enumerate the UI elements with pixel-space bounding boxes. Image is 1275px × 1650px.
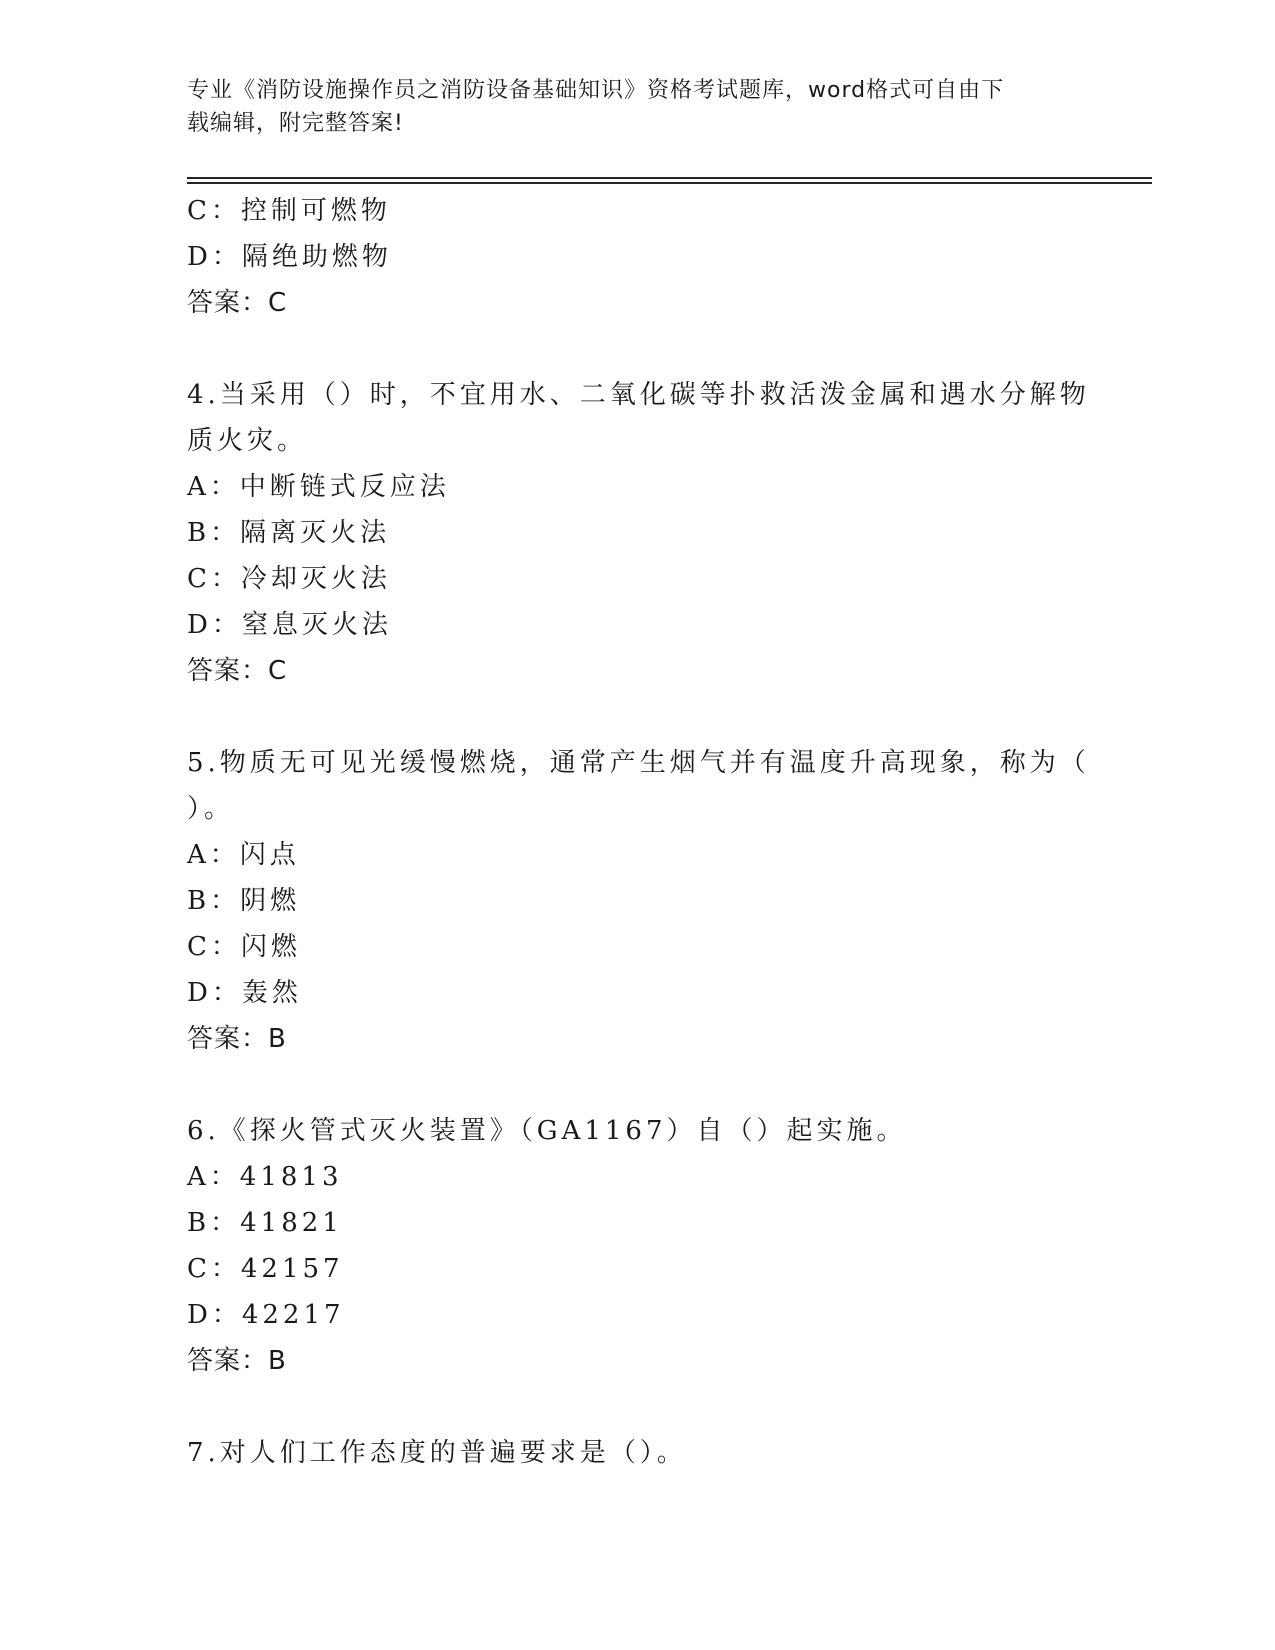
question-stem-continued: ）。	[187, 794, 235, 824]
question-list	[187, 188, 1090, 1476]
option-a: A：41813	[187, 1162, 343, 1192]
header-line-1: 专业《消防设施操作员之消防设备基础知识》资格考试题库，word格式可自由下	[187, 78, 1005, 103]
document-header	[187, 74, 1067, 140]
question-3-continued	[187, 188, 1067, 326]
answer: 答案：B	[187, 1346, 287, 1376]
question-stem: 4.当采用（）时，不宜用水、二氧化碳等扑救活泼金属和遇水分解物	[187, 380, 1090, 410]
header-divider-bottom	[187, 182, 1152, 184]
answer: 答案：B	[187, 1024, 287, 1054]
question-stem: 6.《探火管式灭火装置》（GA1167）自（）起实施。	[187, 1116, 907, 1146]
question-5	[187, 740, 1090, 1062]
answer: 答案：C	[187, 656, 288, 686]
option-d: D：轰然	[187, 978, 302, 1008]
header-line-2: 载编辑，附完整答案!	[187, 111, 404, 136]
option-c: C：闪燃	[187, 932, 301, 962]
option-b: B：41821	[187, 1208, 343, 1238]
option-c: C：冷却灭火法	[187, 564, 391, 594]
header-divider-top	[187, 177, 1152, 179]
option-c: C：控制可燃物	[187, 196, 391, 226]
option-d: D：隔绝助燃物	[187, 242, 392, 272]
option-b: B：阴燃	[187, 886, 301, 916]
question-6	[187, 1108, 1067, 1384]
option-d: D：窒息灭火法	[187, 610, 392, 640]
option-c: C：42157	[187, 1254, 344, 1284]
question-stem-continued: 质火灾。	[187, 426, 308, 456]
question-4	[187, 372, 1090, 694]
option-d: D：42217	[187, 1300, 345, 1330]
question-7	[187, 1430, 1067, 1476]
option-a: A：中断链式反应法	[187, 472, 450, 502]
option-a: A：闪点	[187, 840, 300, 870]
option-b: B：隔离灭火法	[187, 518, 391, 548]
answer: 答案：C	[187, 288, 288, 318]
question-stem: 7.对人们工作态度的普遍要求是（）。	[187, 1438, 687, 1468]
question-stem: 5.物质无可见光缓慢燃烧，通常产生烟气并有温度升高现象，称为（	[187, 748, 1090, 778]
